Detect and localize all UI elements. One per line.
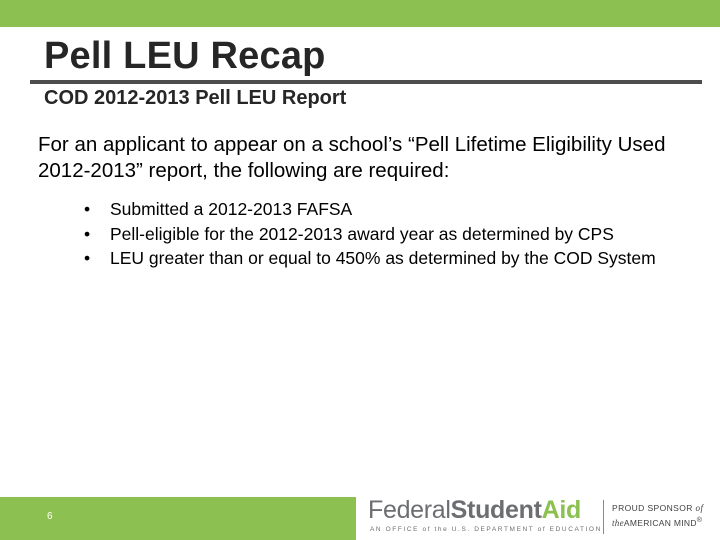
sponsor-badge [612, 503, 718, 529]
sponsor-of: of [695, 503, 704, 513]
slide-subtitle: COD 2012-2013 Pell LEU Report [44, 87, 347, 109]
logo-divider [603, 500, 604, 534]
sponsor-the: the [612, 517, 624, 528]
bullet-icon: • [84, 223, 91, 244]
list-item-text: Submitted a 2012-2013 FAFSA [110, 199, 353, 219]
logo-federal: Federal [368, 496, 451, 524]
sponsor-american-mind: AMERICAN MIND [623, 517, 697, 528]
list-item [84, 197, 694, 222]
list-item-text: LEU greater than or equal to 450% as determined by the COD System [110, 248, 656, 268]
trademark-icon: ® [696, 516, 703, 524]
sponsor-prefix: PROUD SPONSOR [612, 503, 693, 513]
bottom-accent-bar [0, 497, 356, 540]
list-item [84, 246, 694, 271]
logo-tagline: AN OFFICE of the U.S. DEPARTMENT of EDUCATION [370, 526, 602, 533]
list-item [84, 222, 694, 247]
requirements-list [84, 197, 694, 271]
logo-aid: Aid [541, 496, 581, 524]
slide-title: Pell LEU Recap [44, 35, 326, 77]
page-number: 6 [47, 511, 53, 522]
sponsor-line-1 [612, 503, 718, 514]
federal-student-aid-logo [368, 496, 608, 540]
top-accent-bar [0, 0, 720, 27]
logo-wordmark [368, 496, 581, 524]
bullet-icon: • [84, 199, 91, 219]
intro-paragraph: For an applicant to appear on a school’s “Pell Lifetime Eligibility Used 2012-2013” report, the following are required: [38, 133, 666, 182]
sponsor-line-2 [612, 515, 718, 529]
bullet-icon: • [84, 248, 91, 268]
list-item-text: Pell-eligible for the 2012-2013 award year as determined by CPS [110, 223, 614, 244]
title-divider [30, 80, 702, 84]
logo-student: Student [450, 496, 542, 524]
